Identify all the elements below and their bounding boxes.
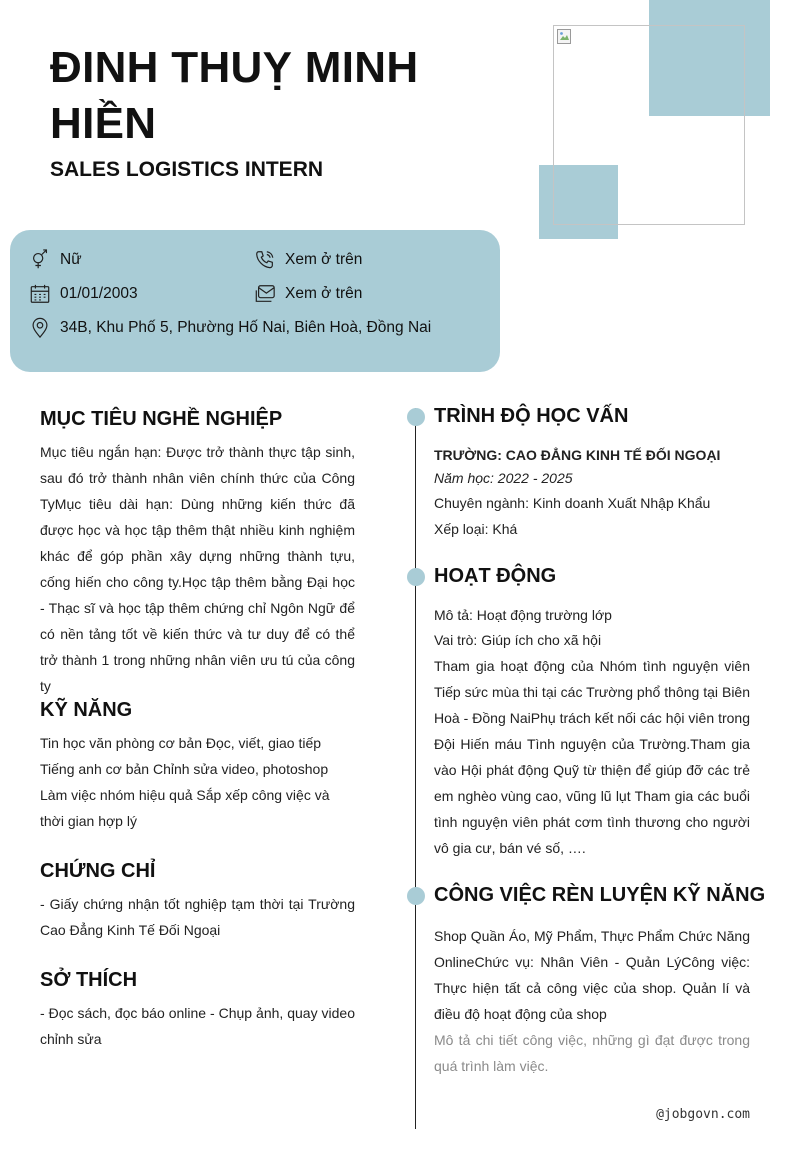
birthdate-value: 01/01/2003 xyxy=(60,285,138,302)
gender-value: Nữ xyxy=(60,251,82,268)
candidate-name: ĐINH THUỴ MINH HIỀN xyxy=(50,43,419,148)
activities-title: HOẠT ĐỘNG xyxy=(434,565,557,587)
contact-birthdate xyxy=(29,283,138,305)
timeline-dot-activities xyxy=(407,568,425,586)
contact-address xyxy=(29,317,431,339)
skills-title: KỸ NĂNG xyxy=(40,699,133,721)
objective-title: MỤC TIÊU NGHỀ NGHIỆP xyxy=(40,408,283,430)
mail-icon xyxy=(254,283,276,305)
location-pin-icon xyxy=(29,317,51,339)
work-title: CÔNG VIỆC RÈN LUYỆN KỸ NĂNG xyxy=(434,884,766,906)
timeline-dot-work xyxy=(407,887,425,905)
education-rank: Xếp loại: Khá xyxy=(434,521,518,537)
broken-image-icon xyxy=(557,29,571,44)
work-text: Shop Quần Áo, Mỹ Phẩm, Thực Phẩm Chức Năng OnlineChức vụ: Nhân Viên - Quản LýCông việc: Thực hiện tất cả công việc của shop. Quản lí và điều độ hoạt động của shop xyxy=(434,928,750,1022)
contact-phone xyxy=(254,249,362,271)
phone-value: Xem ở trên xyxy=(285,251,363,268)
profile-photo xyxy=(553,25,745,225)
certificates-text: - Giấy chứng nhận tốt nghiệp tạm thời tại Trường Cao Đẳng Kinh Tế Đối Ngoại xyxy=(40,896,355,938)
contact-gender xyxy=(29,249,82,271)
contact-email xyxy=(254,283,362,305)
education-year: Năm học: 2022 - 2025 xyxy=(434,470,573,486)
work-placeholder: Mô tả chi tiết công việc, những gì đạt được trong quá trình làm việc. xyxy=(434,1032,750,1074)
phone-icon xyxy=(254,249,276,271)
address-value: 34B, Khu Phố 5, Phường Hố Nai, Biên Hoà, Đồng Nai xyxy=(60,319,432,336)
timeline-dot-education xyxy=(407,408,425,426)
activities-text: Tham gia hoạt động của Nhóm tình nguyện viên Tiếp sức mùa thi tại các Trường phổ thông tại Biên Hoà - Đồng NaiPhụ trách kết nối các hội viên trong Đội Hiến máu Tình nguyện của Trường.Tham gia vào Hội phát động Quỹ từ thiện để giúp đỡ các trẻ em nghèo vùng cao, vũng lũ lụt Tham gia các buổi tình nguyện viên phát cơm tình thương cho người vô gia cư, bán vé số, …. xyxy=(434,658,750,856)
skills-text: Tin học văn phòng cơ bản Đọc, viết, giao tiếp Tiếng anh cơ bản Chỉnh sửa video, photoshop Làm việc nhóm hiệu quả Sắp xếp công việc và thời gian hợp lý xyxy=(40,735,330,829)
email-value: Xem ở trên xyxy=(285,285,363,302)
activities-desc: Mô tả: Hoạt động trường lớp xyxy=(434,607,612,623)
job-title: SALES LOGISTICS INTERN xyxy=(50,158,324,181)
certificates-title: CHỨNG CHỈ xyxy=(40,860,156,882)
gender-icon xyxy=(29,249,51,271)
hobbies-title: SỞ THÍCH xyxy=(40,969,138,991)
timeline-line xyxy=(415,408,416,1129)
education-major: Chuyên ngành: Kinh doanh Xuất Nhập Khẩu xyxy=(434,495,711,511)
footer-credit: @jobgovn.com xyxy=(656,1107,750,1122)
education-school: TRƯỜNG: CAO ĐẲNG KINH TẾ ĐỐI NGOẠI xyxy=(434,447,721,463)
hobbies-text: - Đọc sách, đọc báo online - Chụp ảnh, quay video chỉnh sửa xyxy=(40,1005,355,1047)
activities-role: Vai trò: Giúp ích cho xã hội xyxy=(434,632,602,648)
education-title: TRÌNH ĐỘ HỌC VẤN xyxy=(434,405,629,427)
calendar-icon xyxy=(29,283,51,305)
objective-text: Mục tiêu ngắn hạn: Được trở thành thực tập sinh, sau đó trở thành nhân viên chính thức của Công TyMục tiêu dài hạn: Dùng những kiến thức đã được học và học tập thêm thật nhiều kinh nghiệm khác để góp phần xây dựng những thành tựu, cống hiến cho công ty.Học tập thêm bằng Đại học - Thạc sĩ và học tập thêm chứng chỉ Ngôn Ngữ để có nền tảng tốt về kiến thức và tư duy để có thể trở thành 1 trong những nhân viên ưu tú của công ty xyxy=(40,444,355,694)
